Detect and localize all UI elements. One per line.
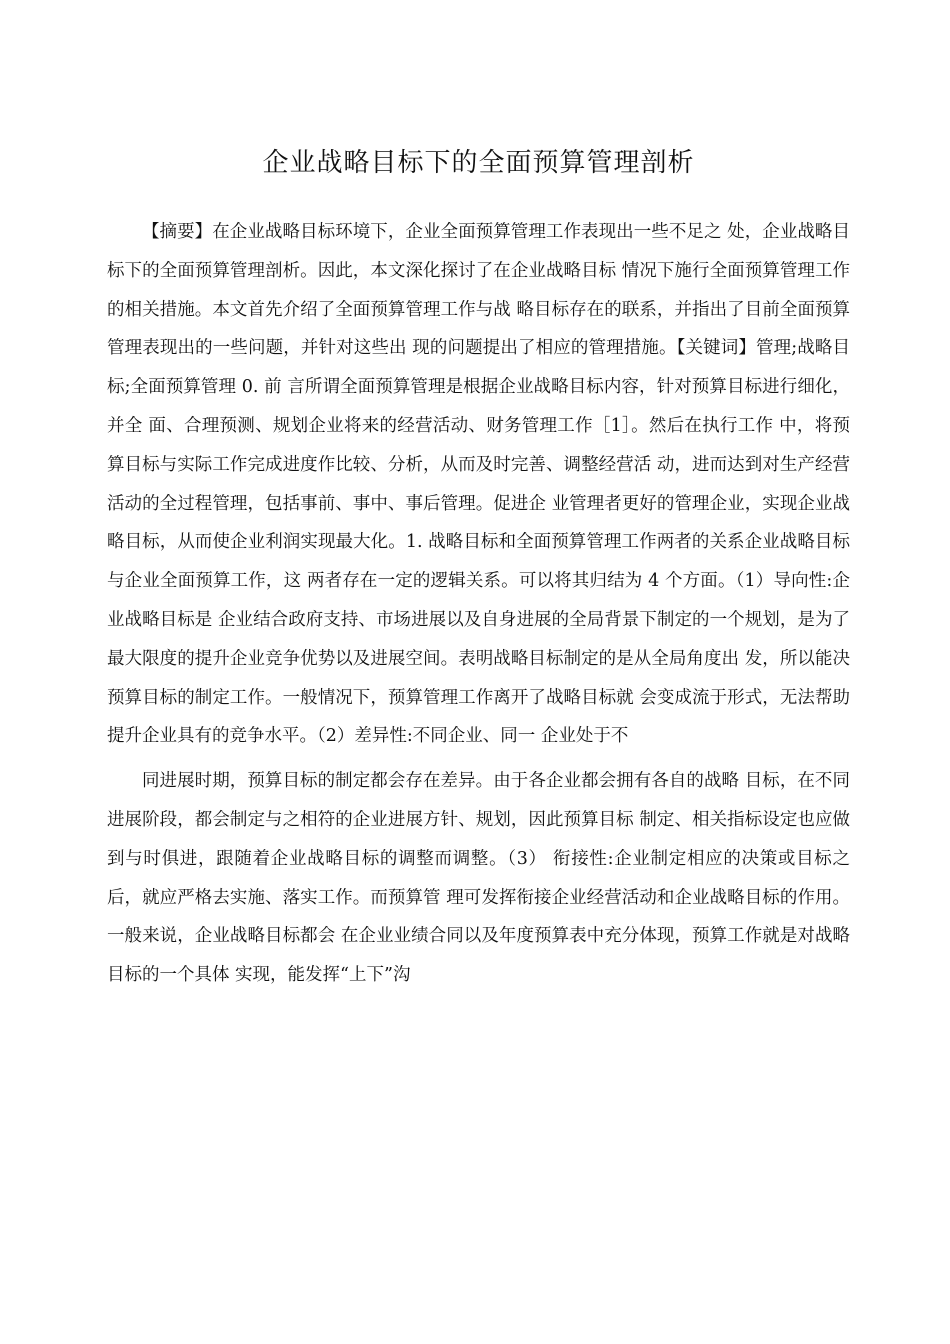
document-title: 企业战略目标下的全面预算管理剖析: [262, 148, 695, 178]
body-paragraph-continuation: 同进展时期，预算目标的制定都会存在差异。由于各企业都会拥有各自的战略 目标，在不同进展阶段，都会制定与之相符的企业进展方针、规划，因此预算目标 制定、相关指标设定也应做到与时俱进，跟随着企业战略目标的调整而调整。（3） 衔接性:企业制定相应的决策或目标之后，就应严格去实施、落实工作。而预算管 理可发挥衔接企业经营活动和企业战略目标的作用。一般来说，企业战略目标都会 在企业业绩合同以及年度预算表中充分体现，预算工作就是对战略目标的一个具体 实现，能发挥“上下”沟: [107, 771, 850, 986]
body-paragraph-abstract: 【摘要】在企业战略目标环境下，企业全面预算管理工作表现出一些不足之 处，企业战略目标下的全面预算管理剖析。因此，本文深化探讨了在企业战略目标 情况下施行全面预算管理工作的相关措施。本文首先介绍了全面预算管理工作与战 略目标存在的联系，并指出了目前全面预算管理表现出的一些问题，并针对这些出 现的问题提出了相应的管理措施。【关键词】管理;战略目标;全面预算管理 0. 前 言所谓全面预算管理是根据企业战略目标内容，针对预算目标进行细化，并全 面、合理预测、规划企业将来的经营活动、财务管理工作［1］。然后在执行工作 中，将预算目标与实际工作完成进度作比较、分析，从而及时完善、调整经营活 动，进而达到对生产经营活动的全过程管理，包括事前、事中、事后管理。促进企 业管理者更好的管理企业，实现企业战略目标，从而使企业利润实现最大化。1. 战略目标和全面预算管理工作两者的关系企业战略目标与企业全面预算工作，这 两者存在一定的逻辑关系。可以将其归结为 4 个方面。（1）导向性:企业战略目标是 企业结合政府支持、市场进展以及自身进展的全局背景下制定的一个规划，是为了 最大限度的提升企业竞争优势以及进展空间。表明战略目标制定的是从全局角度出 发，所以能决预算目标的制定工作。一般情况下，预算管理工作离开了战略目标就 会变成流于形式，无法帮助提升企业具有的竞争水平。（2）差异性:不同企业、同一 企业处于不: [107, 222, 850, 747]
